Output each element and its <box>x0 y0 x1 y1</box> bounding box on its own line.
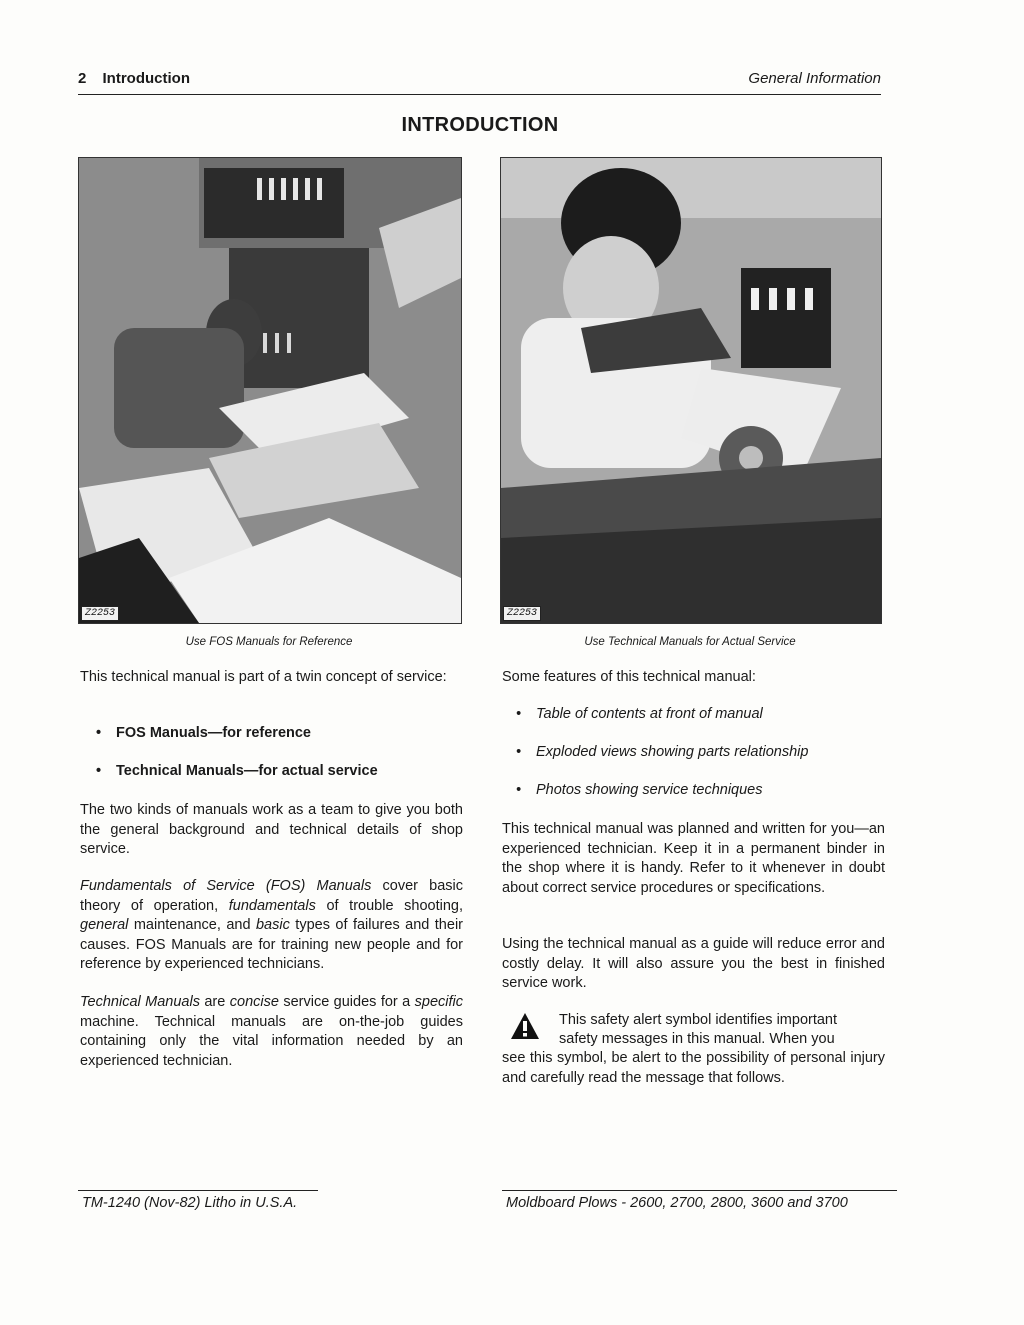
footer-right: Moldboard Plows - 2600, 2700, 2800, 3600 and 3700 <box>506 1195 848 1211</box>
left-paragraph-technical: Technical Manuals are concise service guides for a specific machine. Technical manuals are on-the-job guides containing only the vital information needed by an experienced technician. <box>80 994 463 1069</box>
running-header-left <box>78 70 190 87</box>
safety-text-line-2: safety messages in this manual. When you <box>559 1031 835 1047</box>
photo-illustration <box>501 158 881 623</box>
photo-caption-right: Use Technical Manuals for Actual Service <box>584 636 796 648</box>
photo-id-label: Z2253 <box>503 606 541 621</box>
photo-illustration <box>79 158 461 623</box>
photo-caption-left: Use FOS Manuals for Reference <box>185 636 353 648</box>
left-intro-paragraph: This technical manual is part of a twin concept of service: <box>80 669 447 685</box>
footer-rule-right <box>502 1190 897 1191</box>
photo-technical-manuals <box>500 157 882 624</box>
header-rule <box>78 94 881 95</box>
safety-text-rest: see this symbol, be alert to the possibility of personal injury and carefully read the message that follows. <box>502 1050 885 1086</box>
section-name: Introduction <box>102 70 190 87</box>
left-paragraph-fos: Fundamentals of Service (FOS) Manuals cover basic theory of operation, fundamentals of trouble shooting, general maintenance, and basic types of failures and their causes. FOS Manuals are for training new people and for reference by experienced technicians. <box>80 878 463 972</box>
left-paragraph-teamwork: The two kinds of manuals work as a team to give you both the general background and technical details of shop service. <box>80 802 463 857</box>
footer-left: TM-1240 (Nov-82) Litho in U.S.A. <box>82 1195 298 1211</box>
bullet-dot-icon: • <box>96 725 102 741</box>
bullet-dot-icon: • <box>516 706 522 722</box>
bullet-dot-icon: • <box>96 763 102 779</box>
safety-text-line-1: This safety alert symbol identifies important <box>559 1012 838 1028</box>
page-number: 2 <box>78 70 87 87</box>
list-item: • Exploded views showing parts relationship <box>516 744 809 760</box>
list-item: • Photos showing service techniques <box>516 782 763 798</box>
footer-rule-left <box>78 1190 318 1191</box>
list-item: • Technical Manuals—for actual service <box>96 763 378 779</box>
list-item: • FOS Manuals—for reference <box>96 725 311 741</box>
bullet-dot-icon: • <box>516 744 522 760</box>
bullet-dot-icon: • <box>516 782 522 798</box>
right-intro-paragraph: Some features of this technical manual: <box>502 669 756 685</box>
right-paragraph-planned: This technical manual was planned and written for you—an experienced technician. Keep it in a permanent binder in the shop where it is handy. Refer to it whenever in doubt about correct service procedures or specifications. <box>502 821 885 896</box>
photo-id-label: Z2253 <box>81 606 119 621</box>
running-header-right: General Information <box>748 70 881 87</box>
safety-alert-icon <box>510 1012 540 1040</box>
photo-fos-manuals <box>78 157 462 624</box>
right-paragraph-guide: Using the technical manual as a guide will reduce error and costly delay. It will also assure you the best in finished service work. <box>502 936 885 991</box>
list-item: • Table of contents at front of manual <box>516 706 763 722</box>
page-title: INTRODUCTION <box>401 114 559 136</box>
